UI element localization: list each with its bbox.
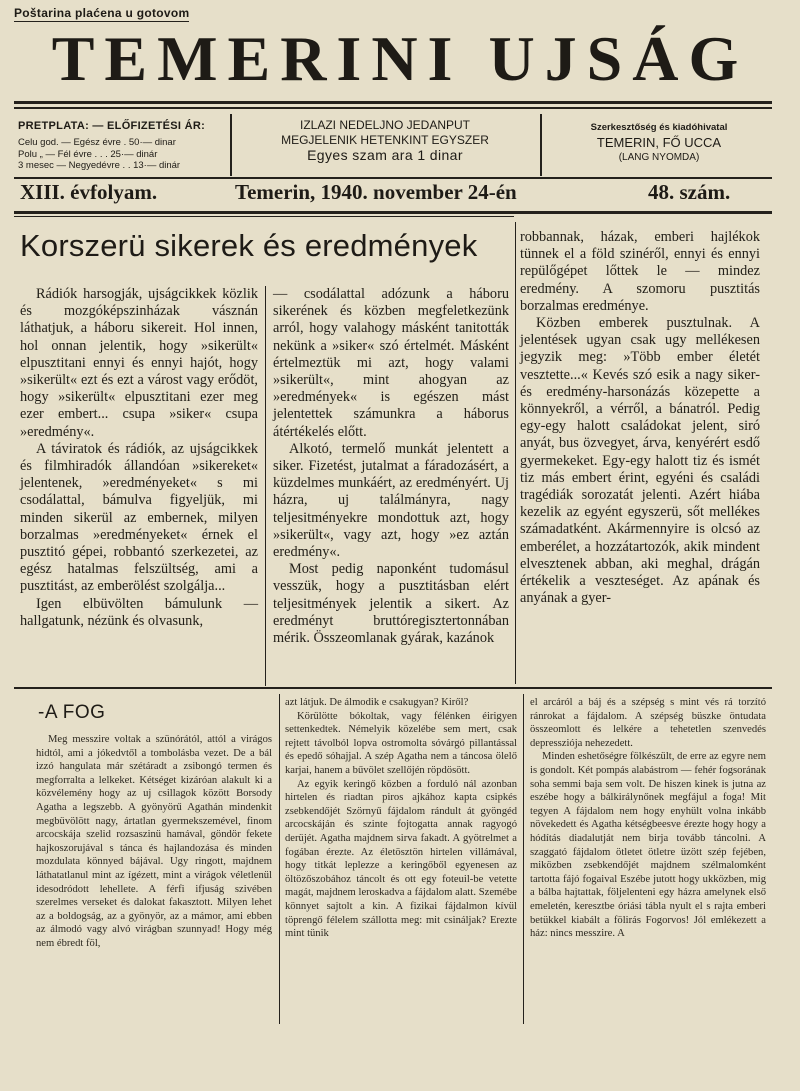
- article1-paragraph: Most pedig naponként tudomásul vesszük, hogy a pusztitásban elért teljesitmények jelentik a sikert. Az eredményt bruttóregisztertonnában mérik. Összeomlanak gyárak, kazánok: [273, 561, 509, 647]
- office-info: [548, 120, 770, 165]
- story-separator: [14, 687, 772, 689]
- article1-paragraph: Közben emberek pusztulnak. A jelentések ugyan csak ugy mellékesen jegyzik meg: »Több ember életét vesztette...« Kevés szó esik a nagy siker- és eredmény-harsonázás közepette a könnyekről, a vérről, a bánatról. Pedig egy-egy halott családokat jelent, siró anyát, bus özvegyet, árva, kenyérért esdő gyermekeket. Egy-egy halott tiz és ismét tiz más embert érint, egyéni és családi tragédiák sorozatát jelenti. Azért hiába kezelik az egyént egyszerü, sőt mellékes számadatként. Akármennyire is olcsó az emberélet, a hozzátartozók, akik mindent elvesztenek abban, aki meghal, drágán értékelik a veszteséget. Az apának és anyának a gyer-: [520, 315, 760, 607]
- article1-column-1: [20, 286, 258, 630]
- volume-number: XIII. évfolyam.: [20, 180, 158, 204]
- article2-column-3: [530, 696, 766, 941]
- office-address: TEMERIN, FŐ UCCA: [596, 135, 722, 150]
- masthead-title: TEMERINI UJSÁG: [51, 23, 749, 94]
- issue-number: 48. szám.: [648, 180, 731, 204]
- article2-paragraph: Meg messzire voltak a szünórától, attól a virágos hidtól, ami a jókedvtől a tombolásba vezet. De a bál izzó hangulata már szétáradt a zsibongó termen és megforralta a lelkeket. Kétséget kizáróan alakult ki a közvélemény hogy az uj csillagok között Borsody Agatha a legszebb. A gyönyörű Agathán mindenkit megbüvölött nagy, ártatlan gyermekszemével, finom arcocskája szelid rozsaszinü hamával, göndör fekete hajkoszorujával s tánca és hajlandozása és minden mozdulata könnyed bájával. Ugy ringott, majdnem láthatatlanul mint az ígézett, mint a virágok véletlenül idesodródott lehellete. A férfi ifjuság szivében szerelmes verseket és dalokat fakasztott. Milyen lehet az a boldogság, az a gyönyör, az a mámor, ami ebben az álmodó vagy alvó virágban szunnyad! Hogy még nem ébredt föl,: [36, 734, 272, 949]
- subscription-title: PRETPLATA: — ELŐFIZETÉSI ÁR:: [18, 120, 206, 132]
- column-divider: [279, 694, 280, 1024]
- article2-column-2: [285, 696, 517, 941]
- price-row-quarter: 3 mesec — Negyedévre . . 13·— dinár: [18, 160, 181, 171]
- article1-paragraph: A táviratok és rádiók, az ujságcikkek és filmhiradók állandóan »sikereket« jelentenek, »eredményeket« s mi csodálattal, bámulva figyeljük, mi minden sikerül az embernek, milyen borzalmas »eredményeket« érnek el pusztitó gépei, robbantó szerkezetei, az egész hatalmas felszültség, ami a pusztitást, az emberölést szolgálja...: [20, 440, 258, 595]
- column-divider: [515, 222, 516, 684]
- article2-column-1: [36, 733, 272, 951]
- article2-paragraph: Körülötte bókoltak, vagy félénken éirigyen settenkedtek. Némelyik közelébe sem mert, csak rejtett távolból lopva ostromolta sóvárgó pillantással és epedő sóhajjal. A szép Agatha nem a táncosa ölelő karjai, hanem a bűvölet szellőjén röpdösött.: [285, 710, 517, 776]
- dateline-rule-top: [14, 177, 772, 179]
- office-label: Szerkesztőség és kiadóhivatal: [590, 122, 728, 133]
- column-divider: [265, 286, 266, 686]
- info-divider-right: [540, 114, 542, 176]
- article-headline: Korszerü sikerek és eredmények: [20, 228, 478, 263]
- publication-frequency-hu: MEGJELENIK HETENKINT EGYSZER: [281, 133, 489, 147]
- dateline-rule-bottom-thin: [14, 216, 514, 217]
- publication-frequency-sr: IZLAZI NEDELJNO JEDANPUT: [299, 118, 471, 132]
- article2-paragraph: Az egyik keringő közben a forduló nál azonban hirtelen és riadtan piros ajkához kapta csipkés zsebkendőjét Szörnyű fájdalom rándult át gyöngéd arcocskáján és szinte fojtogatta annak ragyogó derüjét. Agatha majdnem sirva fakadt. A gyötrelmet a fogában érezte. Az életösztön hirtelen villámával, hogy titkát leplezze a keringőből egyenesen az öltözőszobához táncolt és ott egy foteuil-be vetette magát, majdnem leroskadva a fájdalom alatt. Szemébe könnyet sajtolt a kin. A fizikai fájdalmon kívül töprengő félelem szállotta meg: mit csináljak? Erezte mint tünik: [285, 778, 517, 940]
- single-copy-price: Egyes szam ara 1 dinar: [307, 147, 463, 163]
- article1-paragraph: — csodálattal adózunk a háboru sikerének és közben megfeletkezünk arról, hogy valahogy másként tanitották nekünk a »siker« szó értelmét. Másként értelmeztük mi azt, hogy valami »sikerült«, mint ahogyan az »eredmények« is egészen mást jelentettek számunkra a háborus átértékelés előtt.: [273, 286, 509, 440]
- article1-paragraph: Alkotó, termelő munkát jelentett a siker. Fizetést, jutalmat a fáradozásért, a küzdelmes munkáért, az eredményért. Uj házra, uj találmányra, nagy teljesitményekre mondottuk azt, hogy »sikerült«, vagy azt, hogy »ez aztán eredmény«.: [273, 440, 509, 561]
- column-divider: [523, 694, 524, 1024]
- publication-info: [240, 118, 530, 163]
- info-divider-left: [230, 114, 232, 176]
- price-row-year: Celu god. — Egész évre . 50·— dinar: [18, 137, 176, 148]
- issue-date: Temerin, 1940. november 24-én: [235, 180, 517, 204]
- story-title: -A FOG: [38, 702, 106, 723]
- masthead-rule-bottom: [14, 107, 772, 109]
- article2-paragraph: el arcáról a báj és a szépség s mint vés rá torzító ránrokat a fájdalom. A szépség büszke öntudata összeomlott és lelkére a tehetetlen szenvedés depressziója nehezedett.: [530, 697, 766, 749]
- dateline-rule-bottom: [14, 211, 772, 214]
- article2-paragraph: Minden eshetőségre fölkészült, de erre az egyre nem is gondolt. Két pompás alabástrom — fehér fogsorának soha semmi baja sem volt. De hiszen kinek is jutna az eszébe hogy a bálkirálynőnek megfájul a foga! Mit tegyen A fájdalom nem hogy enyhült volna inkább növekedett és Agatha kétségbeesve érezte hogy hogy a hódítás diadalutját nem birja tovább táncolni. A szaggató fájdalom ötletet ötletre üzött szép fejében, miközben zsebkendőjét majdnem szélmalomként tartotta fájó fogaival Eszébe jutott hogy ukközben, mig a bálba hajtattak, följelenteni egy házra amelynek első emeletén, keresztbe óriási tábla nyult el s rajta emberi betükkel kiabált a fölirás Fogorvos! Jól emlékezett a ház: nincs messzire. A: [530, 751, 766, 940]
- postage-note: Poštarina plaćena u gotovom: [14, 6, 190, 20]
- masthead-rule-top: [14, 101, 772, 104]
- price-row-half: Polu „ — Fél évre . . . 25·— dinár: [18, 148, 158, 160]
- article1-column-2: [273, 286, 509, 647]
- article1-paragraph: Igen elbüvölten bámulunk — hallgatunk, nézünk és olvasunk,: [20, 595, 258, 629]
- article1-column-3: [520, 229, 760, 607]
- subscription-prices: [18, 137, 180, 172]
- article2-paragraph: azt látjuk. De álmodik e csakugyan? Kiről?: [285, 697, 469, 708]
- article1-paragraph: robbannak, házak, emberi hajlékok tünnek el a föld szinéről, ennyi és ennyi repülőgépet lőttek le — mindez eredmény. A szomoru pusztitás borzalmas eredménye.: [520, 229, 760, 314]
- office-printer: (LANG NYOMDA): [618, 152, 700, 163]
- article1-paragraph: Rádiók harsogják, ujságcikkek közlik és mozgóképszinházak vásznán láthatjuk, a háboru sikereit. Hol innen, hol onnan jelentik, hogy »sikerült« elpusztitani ennyi és ennyi hajót, hogy »sikerült« ezt és ezt a várost vagy erődöt, hogy »sikerült« elpusztitani ezer meg ezer embert... csupa »siker« csupa »eredmény«.: [20, 286, 258, 440]
